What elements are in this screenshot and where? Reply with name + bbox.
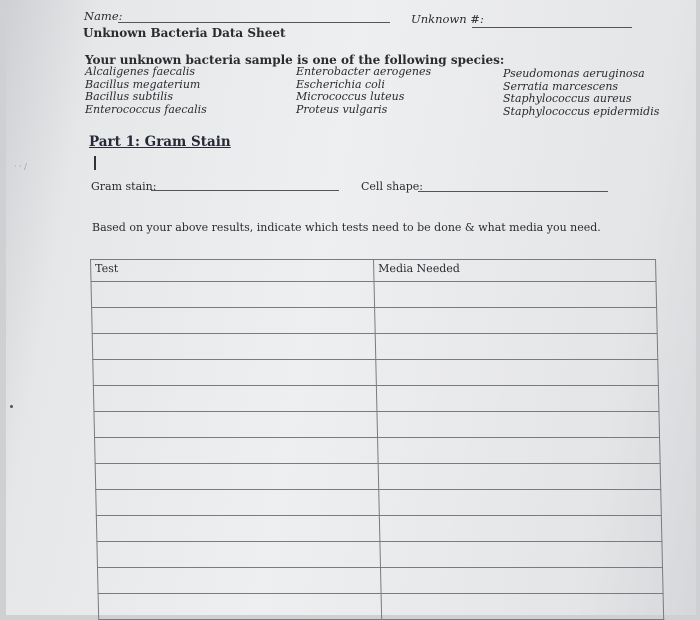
gram-stain-label: Gram stain: (91, 180, 157, 193)
test-cell[interactable] (95, 438, 379, 464)
species-intro: Your unknown bacteria sample is one of the following species: (85, 53, 505, 67)
name-label: Name: (84, 9, 123, 23)
part1-heading: Part 1: Gram Stain (89, 134, 231, 150)
table-row (94, 412, 660, 438)
test-cell[interactable] (95, 464, 379, 490)
species-item: Alcaligenes faecalis (85, 65, 196, 78)
table-row (96, 516, 662, 542)
test-cell[interactable] (91, 282, 375, 308)
name-line (118, 22, 390, 23)
table-row (96, 490, 662, 516)
test-cell[interactable] (94, 412, 378, 438)
margin-scribble: · · / (14, 162, 27, 171)
margin-dot (10, 405, 13, 408)
tests-media-table (90, 259, 664, 620)
table-row (95, 464, 661, 490)
table-row (97, 542, 663, 568)
media-cell[interactable] (381, 594, 664, 620)
media-cell[interactable] (379, 516, 662, 542)
text-cursor (94, 156, 96, 170)
table-row (92, 334, 658, 360)
table-body (91, 282, 664, 620)
instruction-text: Based on your above results, indicate which tests need to be done & what media you need. (92, 221, 601, 234)
table-row (93, 386, 659, 412)
test-cell[interactable] (98, 594, 382, 620)
species-column-1 (85, 66, 207, 116)
media-cell[interactable] (380, 542, 663, 568)
worksheet-page (6, 0, 696, 615)
table-row (98, 568, 664, 594)
species-item: Bacillus megaterium (85, 77, 201, 91)
media-cell[interactable] (379, 490, 662, 516)
species-item: Enterococcus faecalis (85, 102, 207, 116)
test-cell[interactable] (96, 490, 380, 516)
media-cell[interactable] (374, 282, 657, 308)
species-column-3 (503, 68, 659, 118)
species-item: Enterobacter aerogenes (296, 65, 432, 78)
test-cell[interactable] (96, 516, 380, 542)
media-cell[interactable] (376, 360, 659, 386)
table-row (95, 438, 661, 464)
media-cell[interactable] (375, 308, 658, 334)
species-item: Staphylococcus epidermidis (503, 104, 660, 118)
table-row (93, 360, 659, 386)
cell-shape-label: Cell shape: (361, 180, 424, 193)
species-item: Proteus vulgaris (296, 102, 388, 116)
test-cell[interactable] (93, 386, 377, 412)
species-item: Escherichia coli (296, 77, 385, 91)
test-cell[interactable] (93, 360, 377, 386)
media-cell[interactable] (375, 334, 658, 360)
table-row (92, 308, 658, 334)
test-column-header: Test (91, 260, 374, 282)
table-header-row (91, 260, 656, 282)
species-item: Staphylococcus aureus (503, 92, 632, 105)
table-row (91, 282, 657, 308)
media-cell[interactable] (378, 438, 661, 464)
cell-shape-line[interactable] (418, 191, 608, 192)
unknown-number-label: Unknown #: (411, 12, 484, 26)
species-item: Serratia marcescens (503, 79, 619, 93)
media-cell[interactable] (381, 568, 664, 594)
species-item: Micrococcus luteus (296, 90, 405, 103)
test-cell[interactable] (92, 334, 376, 360)
test-cell[interactable] (92, 308, 376, 334)
media-cell[interactable] (377, 412, 660, 438)
gram-stain-line[interactable] (151, 190, 339, 191)
species-item: Pseudomonas aeruginosa (503, 67, 645, 80)
media-cell[interactable] (376, 386, 659, 412)
unknown-number-line (472, 27, 632, 28)
test-cell[interactable] (97, 542, 381, 568)
species-column-2 (296, 66, 431, 116)
species-item: Bacillus subtilis (85, 90, 173, 103)
sheet-title: Unknown Bacteria Data Sheet (83, 26, 286, 40)
media-column-header: Media Needed (374, 260, 656, 282)
test-cell[interactable] (98, 568, 382, 594)
table-row (98, 594, 664, 620)
media-cell[interactable] (378, 464, 661, 490)
